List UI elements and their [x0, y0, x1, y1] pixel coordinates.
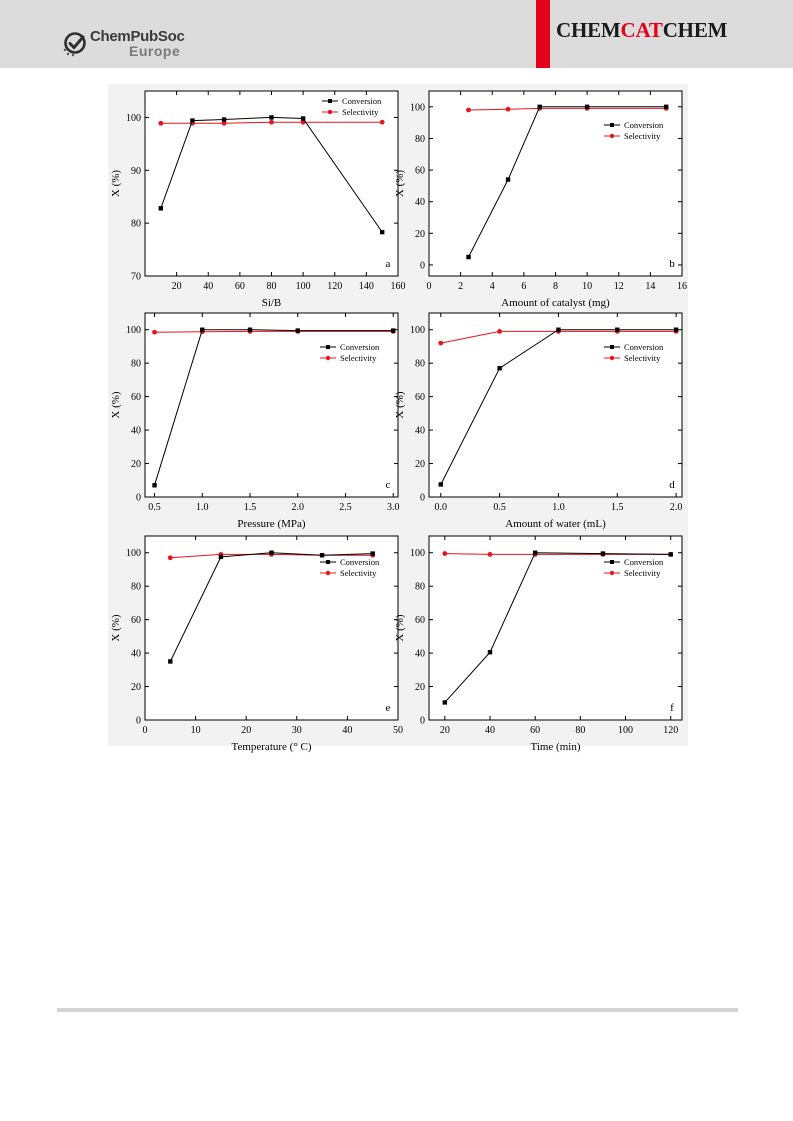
- panel-letter: d: [669, 479, 675, 491]
- data-point-selectivity: [152, 330, 157, 335]
- data-point-conversion: [664, 105, 668, 109]
- journal-title-part3: CHEM: [662, 18, 728, 42]
- x-tick-label: 20: [171, 281, 182, 292]
- legend-marker: [326, 571, 330, 575]
- data-point-conversion: [371, 551, 375, 555]
- figure-svg: [108, 84, 688, 753]
- data-point-conversion: [152, 483, 156, 487]
- x-axis-label: Si/B: [261, 297, 282, 309]
- legend-label: Conversion: [624, 342, 664, 352]
- y-axis-label: X (%): [110, 169, 122, 198]
- y-axis-label: X (%): [394, 169, 406, 198]
- legend-label: Selectivity: [624, 353, 661, 363]
- y-tick-label: 0: [136, 492, 141, 504]
- y-tick-label: 20: [415, 228, 425, 240]
- y-axis-label: X (%): [394, 391, 406, 419]
- x-tick-label: 80: [575, 725, 586, 736]
- x-tick-label: 100: [618, 725, 634, 736]
- accent-bar: [536, 0, 550, 68]
- y-tick-label: 20: [415, 459, 425, 471]
- data-point-conversion: [391, 328, 395, 332]
- x-tick-label: 1.0: [552, 502, 565, 513]
- x-axis-label: Time (min): [530, 741, 581, 753]
- journal-title-part1: CHEM: [556, 18, 621, 42]
- x-tick-label: 3.0: [386, 502, 400, 513]
- x-tick-label: 60: [530, 725, 541, 736]
- data-point-conversion: [533, 551, 537, 555]
- data-point-selectivity: [442, 551, 447, 556]
- y-tick-label: 20: [415, 682, 425, 694]
- chempubsoc-logo-icon: [62, 30, 88, 56]
- y-axis-label: X (%): [110, 614, 122, 642]
- data-point-conversion: [269, 115, 273, 119]
- y-tick-label: 0: [420, 492, 425, 504]
- data-point-selectivity: [380, 120, 385, 125]
- y-tick-label: 80: [415, 133, 425, 145]
- chart-panel-f: [394, 536, 682, 753]
- x-tick-label: 6: [521, 281, 527, 292]
- data-point-conversion: [320, 553, 324, 557]
- y-tick-label: 100: [126, 548, 141, 560]
- data-point-conversion: [190, 118, 194, 122]
- chart-panel-e: [110, 536, 403, 753]
- data-point-conversion: [380, 230, 384, 234]
- legend-label: Conversion: [340, 342, 380, 352]
- legend-label: Selectivity: [624, 568, 661, 578]
- plot-frame: [145, 313, 398, 497]
- x-tick-label: 20: [241, 725, 252, 736]
- x-tick-label: 2: [458, 281, 464, 292]
- legend-marker: [610, 356, 614, 360]
- y-tick-label: 100: [410, 102, 425, 114]
- y-tick-label: 0: [136, 715, 141, 727]
- data-point-conversion: [168, 659, 172, 663]
- y-tick-label: 80: [131, 581, 141, 593]
- x-tick-label: 12: [613, 281, 624, 292]
- legend-marker: [326, 356, 330, 360]
- y-tick-label: 80: [131, 218, 141, 230]
- x-tick-label: 40: [203, 281, 214, 292]
- legend-marker: [326, 560, 330, 564]
- legend-label: Selectivity: [624, 131, 661, 141]
- y-tick-label: 0: [420, 260, 425, 272]
- data-point-conversion: [506, 177, 510, 181]
- data-point-conversion: [601, 551, 605, 555]
- y-tick-label: 100: [410, 548, 425, 560]
- chart-panel-b: [394, 91, 687, 309]
- x-tick-label: 2.5: [339, 502, 352, 513]
- y-tick-label: 80: [131, 358, 141, 370]
- chart-panel-c: [110, 313, 399, 530]
- x-tick-label: 0.5: [493, 502, 506, 513]
- plot-frame: [429, 91, 682, 276]
- data-point-conversion: [248, 328, 252, 332]
- chart-panel-a: [110, 91, 406, 309]
- data-point-conversion: [466, 255, 470, 259]
- y-tick-label: 40: [415, 648, 425, 660]
- x-tick-label: 10: [190, 725, 201, 736]
- data-point-conversion: [219, 555, 223, 559]
- x-tick-label: 1.0: [196, 502, 209, 513]
- x-tick-label: 1.5: [611, 502, 624, 513]
- x-tick-label: 60: [234, 281, 245, 292]
- y-tick-label: 20: [131, 682, 141, 694]
- x-tick-label: 30: [291, 725, 302, 736]
- x-tick-label: 16: [677, 281, 687, 292]
- y-tick-label: 70: [131, 271, 141, 283]
- y-tick-label: 100: [410, 325, 425, 337]
- panel-letter: a: [385, 258, 391, 270]
- x-tick-label: 40: [342, 725, 353, 736]
- legend-marker: [610, 345, 614, 349]
- x-tick-label: 20: [439, 725, 450, 736]
- y-tick-label: 40: [131, 425, 141, 437]
- x-tick-label: 40: [484, 725, 495, 736]
- legend-marker: [610, 134, 614, 138]
- panel-letter: b: [669, 258, 675, 270]
- y-tick-label: 20: [131, 459, 141, 471]
- chart-panel-d: [394, 313, 682, 530]
- publisher-name: ChemPubSoc: [90, 28, 185, 45]
- data-point-selectivity: [466, 108, 471, 113]
- x-tick-label: 120: [327, 281, 343, 292]
- legend-marker: [328, 110, 332, 114]
- y-tick-label: 90: [131, 165, 141, 177]
- data-point-selectivity: [168, 555, 173, 560]
- legend-marker: [328, 99, 332, 103]
- figure-panel-grid: [108, 84, 688, 753]
- data-point-conversion: [296, 328, 300, 332]
- y-tick-label: 100: [126, 325, 141, 337]
- data-point-conversion: [674, 328, 678, 332]
- data-point-conversion: [497, 366, 501, 370]
- x-tick-label: 8: [553, 281, 558, 292]
- data-point-conversion: [615, 328, 619, 332]
- y-tick-label: 60: [131, 392, 141, 404]
- panel-letter: e: [385, 702, 391, 714]
- x-tick-label: 2.0: [291, 502, 305, 513]
- x-axis-label: Amount of water (mL): [505, 518, 606, 530]
- data-point-conversion: [159, 206, 163, 210]
- y-tick-label: 40: [415, 197, 425, 209]
- panel-letter: f: [670, 702, 674, 714]
- x-tick-label: 0: [142, 725, 148, 736]
- legend-label: Selectivity: [342, 107, 379, 117]
- data-point-selectivity: [158, 121, 163, 126]
- data-point-conversion: [222, 117, 226, 121]
- data-point-conversion: [301, 116, 305, 120]
- y-tick-label: 40: [131, 648, 141, 660]
- legend-marker: [326, 345, 330, 349]
- legend-label: Conversion: [624, 557, 664, 567]
- x-tick-label: 80: [266, 281, 277, 292]
- y-tick-label: 60: [415, 392, 425, 404]
- data-point-conversion: [200, 328, 204, 332]
- plot-frame: [429, 313, 682, 497]
- legend-label: Conversion: [342, 96, 382, 106]
- y-tick-label: 60: [415, 165, 425, 177]
- data-point-conversion: [556, 328, 560, 332]
- x-tick-label: 1.5: [243, 502, 257, 513]
- x-tick-label: 2.0: [669, 502, 683, 513]
- x-axis-label: Amount of catalyst (mg): [501, 297, 610, 309]
- legend-marker: [610, 571, 614, 575]
- data-point-conversion: [537, 105, 541, 109]
- x-tick-label: 0.5: [148, 502, 161, 513]
- x-tick-label: 4: [489, 281, 495, 292]
- x-tick-label: 10: [582, 281, 593, 292]
- legend-label: Conversion: [624, 120, 664, 130]
- panel-letter: c: [385, 479, 391, 491]
- data-point-conversion: [585, 105, 589, 109]
- x-tick-label: 0.0: [434, 502, 448, 513]
- data-point-conversion: [269, 551, 273, 555]
- data-point-selectivity: [506, 107, 511, 112]
- data-point-selectivity: [488, 552, 493, 557]
- x-axis-label: Temperature (° C): [231, 741, 312, 753]
- legend-label: Selectivity: [340, 568, 377, 578]
- y-tick-label: 40: [415, 425, 425, 437]
- x-tick-label: 50: [393, 725, 403, 736]
- y-tick-label: 60: [131, 615, 141, 627]
- data-point-conversion: [443, 700, 447, 704]
- x-tick-label: 140: [358, 281, 374, 292]
- data-point-conversion: [488, 650, 492, 654]
- page-header: [0, 0, 793, 68]
- x-tick-label: 0: [426, 281, 432, 292]
- y-tick-label: 0: [420, 715, 425, 727]
- x-tick-label: 14: [645, 281, 656, 292]
- data-point-conversion: [669, 552, 673, 556]
- y-tick-label: 100: [126, 112, 141, 124]
- y-axis-label: X (%): [394, 614, 406, 642]
- journal-title: [556, 18, 727, 43]
- y-tick-label: 60: [415, 615, 425, 627]
- data-point-selectivity: [497, 329, 502, 334]
- legend-marker: [610, 560, 614, 564]
- x-tick-label: 120: [663, 725, 679, 736]
- y-axis-label: X (%): [110, 391, 122, 419]
- legend-label: Selectivity: [340, 353, 377, 363]
- publisher-region: Europe: [129, 43, 181, 59]
- legend-marker: [610, 123, 614, 127]
- x-tick-label: 100: [295, 281, 311, 292]
- data-point-selectivity: [438, 341, 443, 346]
- data-point-selectivity: [269, 120, 274, 125]
- x-axis-label: Pressure (MPa): [237, 518, 306, 530]
- legend-label: Conversion: [340, 557, 380, 567]
- y-tick-label: 80: [415, 581, 425, 593]
- footer-rule: [57, 1008, 738, 1012]
- y-tick-label: 80: [415, 358, 425, 370]
- journal-title-part2: CAT: [620, 18, 663, 42]
- x-tick-label: 160: [390, 281, 406, 292]
- data-point-conversion: [439, 482, 443, 486]
